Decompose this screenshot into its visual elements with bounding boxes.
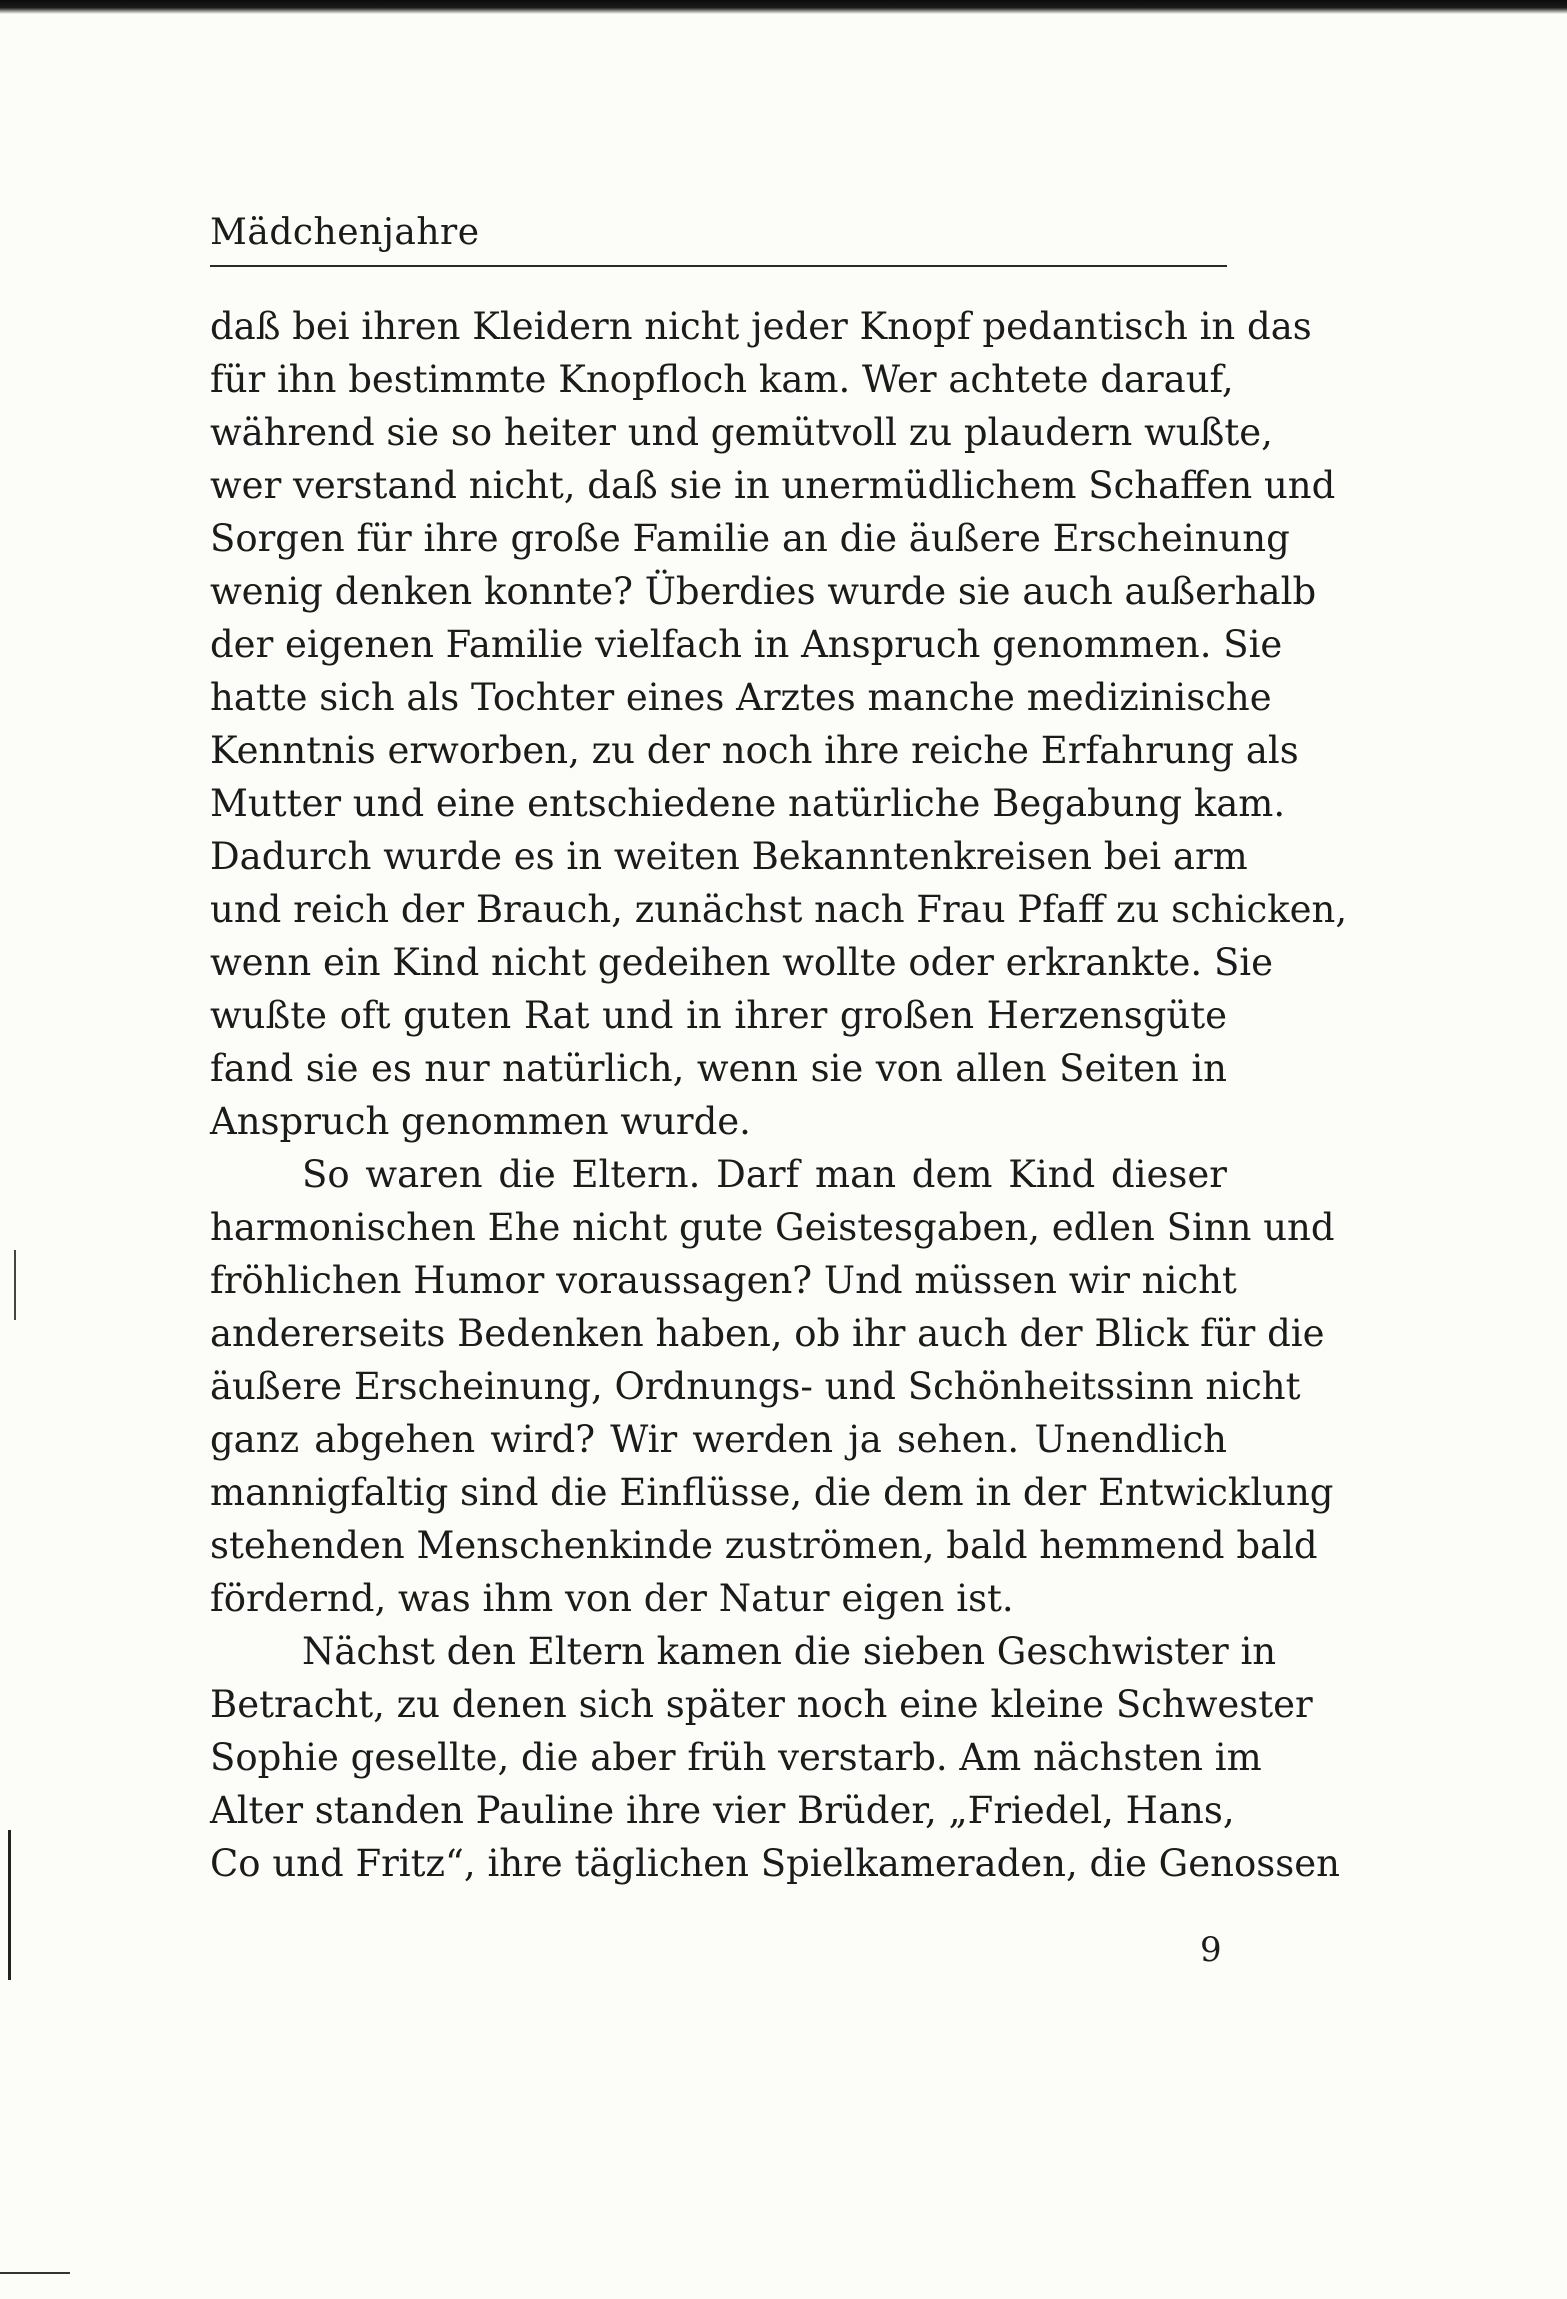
scan-bottom-mark <box>0 2272 70 2274</box>
scan-margin-marks <box>6 1250 10 1980</box>
text-line: fröhlichen Humor voraussagen? Und müssen wir nicht <box>210 1259 1237 1302</box>
text-line: fördernd, was ihm von der Natur eigen ist. <box>210 1577 1014 1620</box>
text-line: wer verstand nicht, daß sie in unermüdlichem Schaffen und <box>210 464 1336 507</box>
text-line: harmonischen Ehe nicht gute Geistesgaben, edlen Sinn und <box>210 1206 1335 1249</box>
text-line: Anspruch genommen wurde. <box>210 1100 751 1143</box>
text-line: für ihn bestimmte Knopfloch kam. Wer achtete darauf, <box>210 358 1234 401</box>
scan-top-edge <box>0 0 1567 14</box>
text-line: mannigfaltig sind die Einflüsse, die dem in der Entwicklung <box>210 1471 1334 1514</box>
text-line: während sie so heiter und gemütvoll zu plaudern wußte, <box>210 411 1273 454</box>
text-line: wenn ein Kind nicht gedeihen wollte oder erkrankte. Sie <box>210 941 1274 984</box>
text-line: Kenntnis erworben, zu der noch ihre reiche Erfahrung als <box>210 729 1299 772</box>
text-line: Mutter und eine entschiedene natürliche Begabung kam. <box>210 782 1286 825</box>
text-line: ganz abgehen wird? Wir werden ja sehen. Unendlich <box>210 1418 1227 1461</box>
text-line: Alter standen Pauline ihre vier Brüder, „Friedel, Hans, <box>210 1789 1235 1832</box>
text-line: fand sie es nur natürlich, wenn sie von allen Seiten in <box>210 1047 1227 1090</box>
text-line: andererseits Bedenken haben, ob ihr auch der Blick für die <box>210 1312 1325 1355</box>
body-text <box>210 300 1348 1890</box>
text-line: Co und Fritz“, ihre täglichen Spielkameraden, die Genossen <box>210 1842 1340 1885</box>
text-line: So waren die Eltern. Darf man dem Kind dieser <box>302 1153 1227 1196</box>
text-line: äußere Erscheinung, Ordnungs- und Schönheitssinn nicht <box>210 1365 1301 1408</box>
running-head: Mädchenjahre <box>210 212 480 253</box>
text-line: Dadurch wurde es in weiten Bekanntenkreisen bei arm <box>210 835 1248 878</box>
page-number: 9 <box>1200 1930 1222 1970</box>
text-line: daß bei ihren Kleidern nicht jeder Knopf pedantisch in das <box>210 305 1312 348</box>
text-line: Betracht, zu denen sich später noch eine kleine Schwester <box>210 1683 1313 1726</box>
text-line: Sorgen für ihre große Familie an die äußere Erscheinung <box>210 517 1290 560</box>
text-line: der eigenen Familie vielfach in Anspruch genommen. Sie <box>210 623 1283 666</box>
scan-mark-lower <box>8 1830 11 1980</box>
header-rule <box>210 265 1227 267</box>
text-line: und reich der Brauch, zunächst nach Frau Pfaff zu schicken, <box>210 888 1348 931</box>
text-line: wenig denken konnte? Überdies wurde sie auch außerhalb <box>210 570 1317 613</box>
text-line: stehenden Menschenkinde zuströmen, bald hemmend bald <box>210 1524 1318 1567</box>
text-line: wußte oft guten Rat und in ihrer großen Herzensgüte <box>210 994 1227 1037</box>
text-line: hatte sich als Tochter eines Arztes manche medizinische <box>210 676 1272 719</box>
text-line: Sophie gesellte, die aber früh verstarb. Am nächsten im <box>210 1736 1262 1779</box>
scan-mark-upper <box>14 1250 16 1320</box>
text-line: Nächst den Eltern kamen die sieben Geschwister in <box>302 1630 1277 1673</box>
